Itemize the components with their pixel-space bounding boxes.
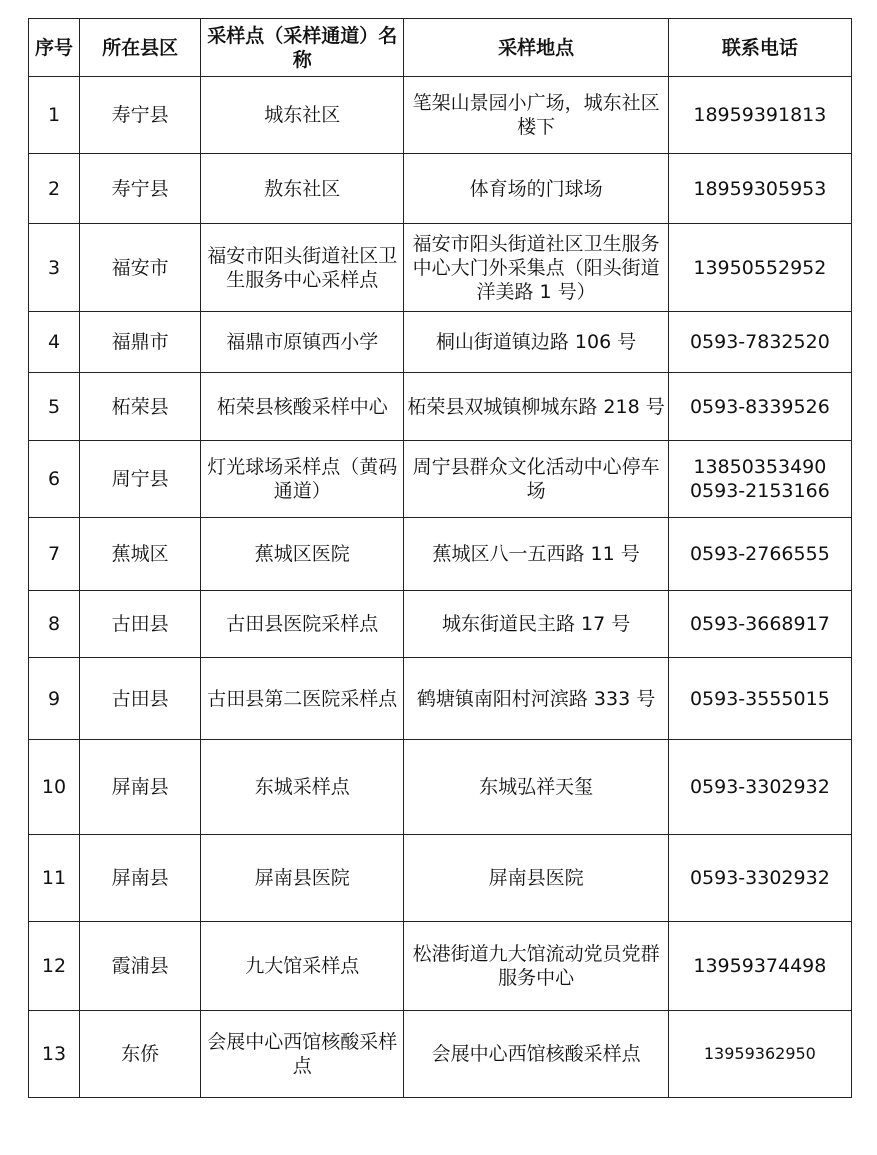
cell-no: 1 (29, 77, 80, 154)
cell-no: 5 (29, 373, 80, 441)
cell-address: 鹤塘镇南阳村河滨路 333 号 (404, 658, 668, 740)
cell-site-name: 古田县第二医院采样点 (201, 658, 404, 740)
cell-no: 6 (29, 441, 80, 518)
cell-address: 福安市阳头街道社区卫生服务中心大门外采集点（阳头街道洋美路 1 号） (404, 224, 668, 312)
cell-county: 福安市 (80, 224, 201, 312)
cell-county: 屏南县 (80, 740, 201, 835)
cell-no: 8 (29, 591, 80, 658)
table-row (29, 224, 852, 312)
cell-phone-secondary: 0593-2153166 (689, 480, 830, 502)
cell-no: 9 (29, 658, 80, 740)
cell-address: 东城弘祥天玺 (404, 740, 668, 835)
cell-no: 3 (29, 224, 80, 312)
cell-phone: 0593-8339526 (668, 373, 851, 441)
cell-site-name: 蕉城区医院 (201, 518, 404, 591)
header-address: 采样地点 (404, 19, 668, 77)
sampling-sites-table (28, 18, 852, 1098)
cell-address: 周宁县群众文化活动中心停车场 (404, 441, 668, 518)
cell-site-name: 古田县医院采样点 (201, 591, 404, 658)
cell-address: 屏南县医院 (404, 835, 668, 922)
cell-county: 东侨 (80, 1011, 201, 1098)
cell-site-name: 敖东社区 (201, 154, 404, 224)
cell-site-name: 福安市阳头街道社区卫生服务中心采样点 (201, 224, 404, 312)
header-no: 序号 (29, 19, 80, 77)
cell-address: 蕉城区八一五西路 11 号 (404, 518, 668, 591)
cell-phone: 0593-3555015 (668, 658, 851, 740)
table-row (29, 591, 852, 658)
cell-county: 霞浦县 (80, 922, 201, 1011)
cell-site-name: 柘荣县核酸采样中心 (201, 373, 404, 441)
cell-site-name: 会展中心西馆核酸采样点 (201, 1011, 404, 1098)
cell-site-name: 灯光球场采样点（黄码通道） (201, 441, 404, 518)
table-row (29, 835, 852, 922)
cell-phone: 0593-2766555 (668, 518, 851, 591)
cell-county: 寿宁县 (80, 77, 201, 154)
header-phone: 联系电话 (668, 19, 851, 77)
cell-phone: 18959391813 (668, 77, 851, 154)
table-row (29, 658, 852, 740)
cell-county: 屏南县 (80, 835, 201, 922)
table-row (29, 312, 852, 373)
cell-phone: 0593-7832520 (668, 312, 851, 373)
cell-no: 10 (29, 740, 80, 835)
cell-site-name: 屏南县医院 (201, 835, 404, 922)
cell-address: 体育场的门球场 (404, 154, 668, 224)
cell-address: 松港街道九大馆流动党员党群服务中心 (404, 922, 668, 1011)
cell-phone: 0593-3668917 (668, 591, 851, 658)
cell-address: 笔架山景园小广场，城东社区楼下 (404, 77, 668, 154)
cell-site-name: 九大馆采样点 (201, 922, 404, 1011)
cell-address: 会展中心西馆核酸采样点 (404, 1011, 668, 1098)
cell-no: 4 (29, 312, 80, 373)
cell-phone: 13950552952 (668, 224, 851, 312)
cell-phone-group (668, 441, 851, 518)
cell-county: 寿宁县 (80, 154, 201, 224)
cell-county: 蕉城区 (80, 518, 201, 591)
cell-site-name: 东城采样点 (201, 740, 404, 835)
cell-address: 柘荣县双城镇柳城东路 218 号 (404, 373, 668, 441)
header-county: 所在县区 (80, 19, 201, 77)
cell-address: 城东街道民主路 17 号 (404, 591, 668, 658)
table-row (29, 373, 852, 441)
cell-county: 福鼎市 (80, 312, 201, 373)
cell-no: 13 (29, 1011, 80, 1098)
table-row (29, 1011, 852, 1098)
cell-county: 古田县 (80, 658, 201, 740)
table-header-row (29, 19, 852, 77)
cell-address: 桐山街道镇边路 106 号 (404, 312, 668, 373)
cell-county: 周宁县 (80, 441, 201, 518)
table-row (29, 518, 852, 591)
cell-phone: 18959305953 (668, 154, 851, 224)
table-row (29, 922, 852, 1011)
cell-phone: 13959374498 (668, 922, 851, 1011)
cell-phone: 0593-3302932 (668, 835, 851, 922)
cell-no: 11 (29, 835, 80, 922)
cell-no: 7 (29, 518, 80, 591)
table-row (29, 441, 852, 518)
table-row (29, 154, 852, 224)
cell-phone: 0593-3302932 (668, 740, 851, 835)
cell-site-name: 福鼎市原镇西小学 (201, 312, 404, 373)
cell-no: 2 (29, 154, 80, 224)
cell-county: 柘荣县 (80, 373, 201, 441)
table-row (29, 77, 852, 154)
header-site-name: 采样点（采样通道）名称 (201, 19, 404, 77)
cell-phone: 13959362950 (668, 1011, 851, 1098)
table-row (29, 740, 852, 835)
cell-county: 古田县 (80, 591, 201, 658)
cell-no: 12 (29, 922, 80, 1011)
cell-site-name: 城东社区 (201, 77, 404, 154)
cell-phone: 13850353490 (693, 456, 827, 478)
